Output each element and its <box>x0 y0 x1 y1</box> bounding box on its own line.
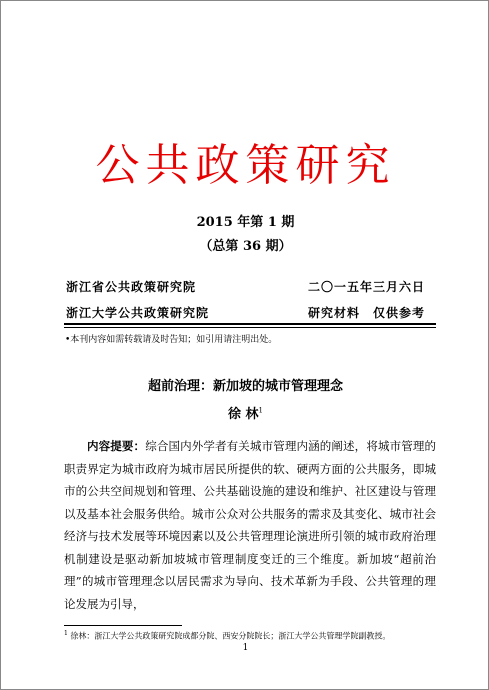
article-author <box>1 403 489 422</box>
abstract-paragraph <box>64 435 436 615</box>
footnote <box>64 630 390 642</box>
publisher-secondary: 浙江大学公共政策研究院 <box>66 306 210 320</box>
article-title: 超前治理：新加坡的城市管理理念 <box>147 379 343 394</box>
footnote-text: 徐林：浙江大学公共政策研究院成都分院、西安分院院长；浙江大学公共管理学院副教授。 <box>70 631 391 641</box>
author-name: 徐 林 <box>228 407 259 422</box>
publisher-primary: 浙江省公共政策研究院 <box>66 280 197 294</box>
masthead-title: 公共政策研究 <box>95 140 396 191</box>
issue-number: 2015 年第 1 期 <box>196 215 295 230</box>
page-number: 1 <box>242 643 249 653</box>
footnote-mark: 1 <box>64 630 68 637</box>
reprint-notice: •本刊内容如需转载请及时告知；如引用请注明出处。 <box>65 335 278 345</box>
author-footnote-mark: 1 <box>258 406 263 415</box>
publish-date: 二〇一五年三月六日 <box>308 280 426 294</box>
footnote-rule <box>64 625 182 626</box>
issue-total: （总第 36 期） <box>199 239 292 254</box>
header-rule-thick <box>64 323 436 325</box>
abstract-text: 综合国内外学者有关城市管理内涵的阐述，将城市管理的职责界定为城市政府为城市居民所提供的软、硬两方面的公共服务，即城市的公共空间规划和管理、公共基础设施的建设和维护、社区建设与管理以及基本社会服务供给。城市公众对公共服务的需求及其变化、城市社会经济与技术发展等环境因素以及公共管理理论演进所引领的城市政府治理机制建设是驱动新加坡城市管理制度变迁的三个维度。新加坡“超前治理”的城市管理理念以居民需求为导向、技术革新为手段、公共管理的理论发展为引导， <box>64 439 437 611</box>
usage-note: 研究材料 仅供参考 <box>308 306 426 320</box>
header-rule-thin <box>64 327 436 328</box>
abstract-label: 内容提要： <box>87 439 146 453</box>
